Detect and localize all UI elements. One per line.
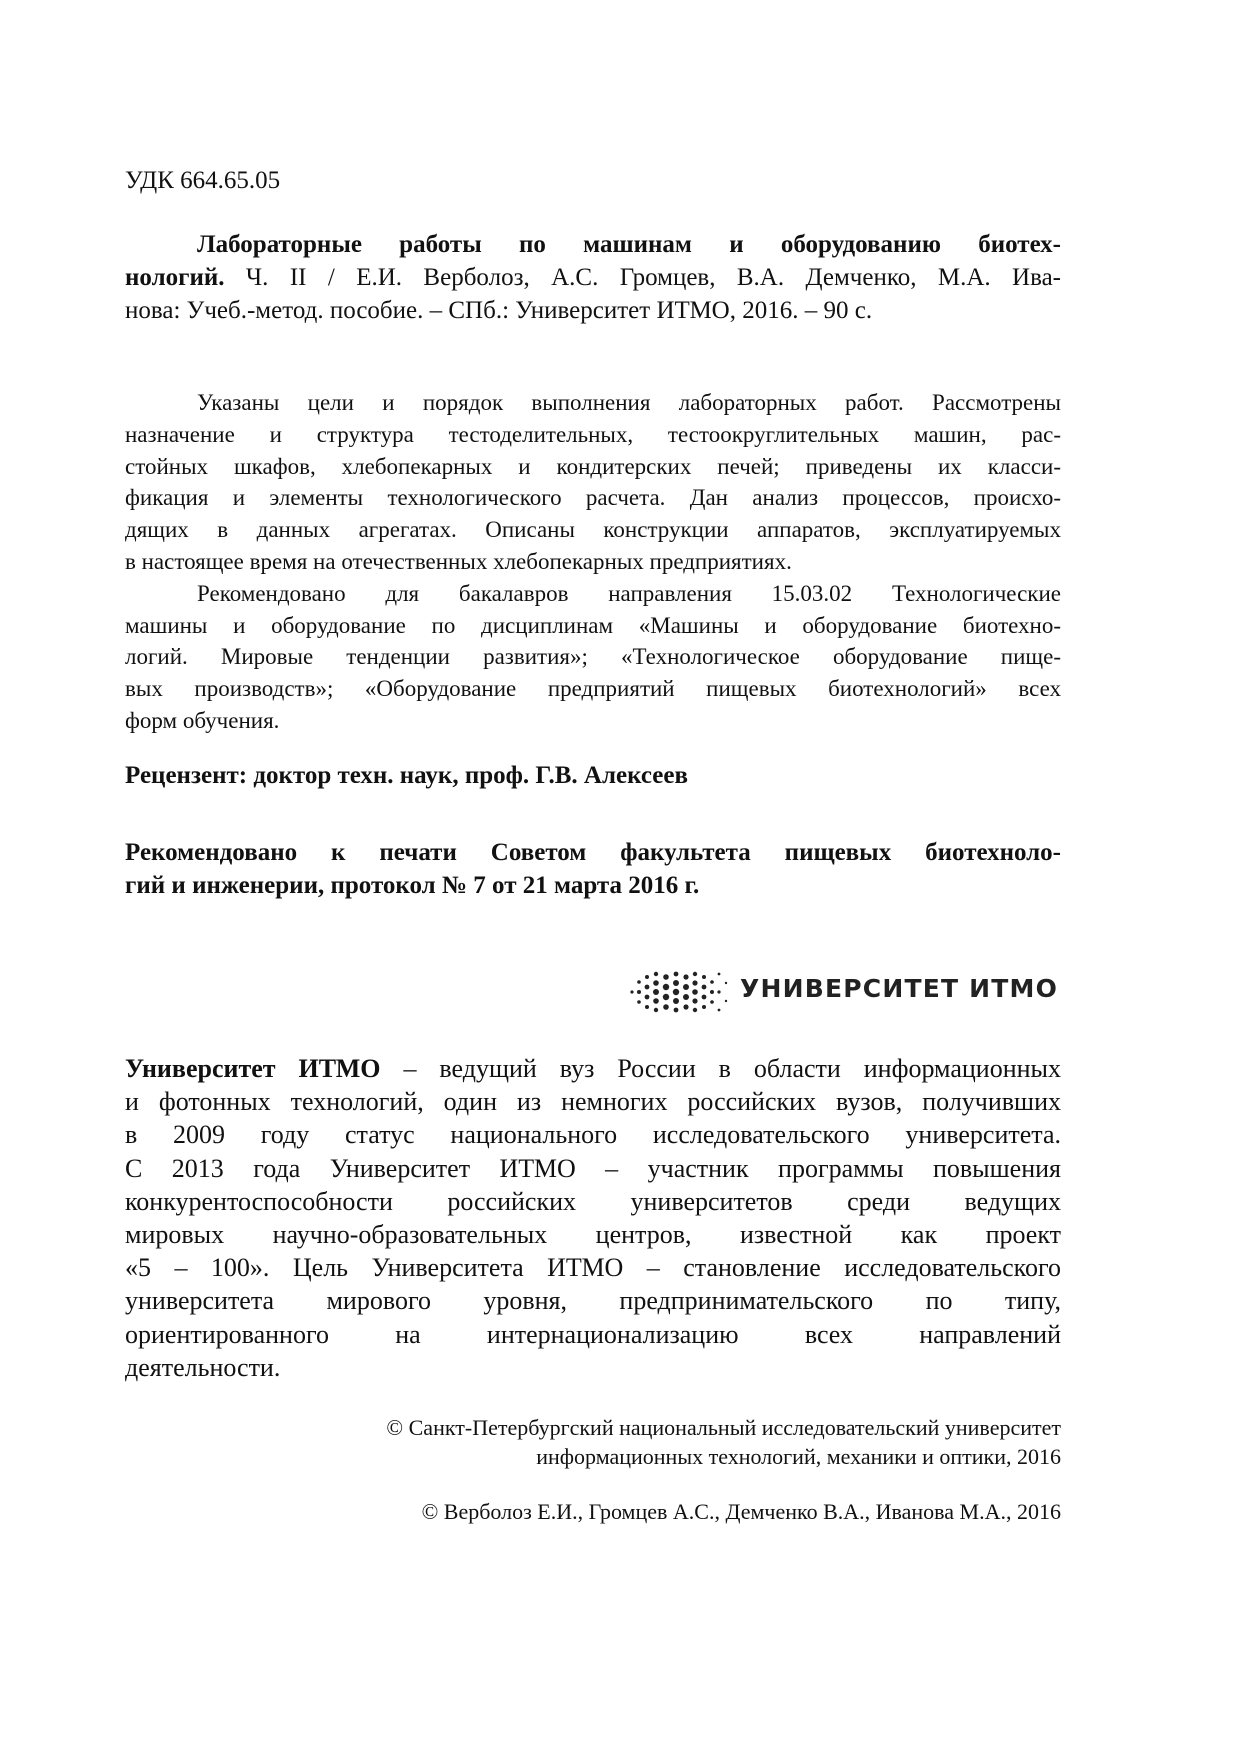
copyright-line: © Санкт-Петербургский национальный исследовательский университет bbox=[386, 1415, 1061, 1440]
abstract-line: фикация и элементы технологического расчета. Дан анализ процессов, происхо- bbox=[125, 485, 1061, 511]
about-line: мировых научно-образовательных центров, известной как проект bbox=[125, 1220, 1061, 1250]
abstract-line: стойных шкафов, хлебопекарных и кондитерских печей; приведены их класси- bbox=[125, 453, 1061, 479]
abstract-line: Указаны цели и порядок выполнения лабораторных работ. Рассмотрены bbox=[197, 390, 1061, 415]
itmo-dots-icon bbox=[628, 968, 732, 1016]
recommend-line: гий и инженерии, протокол № 7 от 21 марта 2016 г. bbox=[125, 872, 700, 899]
about-line: университета мирового уровня, предпринимательского по типу, bbox=[125, 1286, 1061, 1316]
about-line: конкурентоспособности российских университетов среди ведущих bbox=[125, 1186, 1061, 1216]
book-title-part2: нологий. bbox=[125, 264, 225, 291]
abstract-line: назначение и структура тестоделительных, тестоокруглительных машин, рас- bbox=[125, 421, 1061, 447]
about-line: и фотонных технологий, один из немногих российских вузов, получивших bbox=[125, 1087, 1061, 1117]
abstract-line: дящих в данных агрегатах. Описаны конструкции аппаратов, эксплуатируемых bbox=[125, 517, 1061, 543]
itmo-description bbox=[125, 1052, 1061, 1384]
book-title-part1: Лабораторные работы по машинам и оборудованию биотех- bbox=[197, 231, 1061, 258]
biblio-line-2 bbox=[125, 261, 1061, 294]
reviewer: Рецензент: доктор техн. наук, проф. Г.В. Алексеев bbox=[125, 762, 688, 789]
biblio-line-3: нова: Учеб.-метод. пособие. – СПб.: Университет ИТМО, 2016. – 90 с. bbox=[125, 297, 873, 324]
about-line: С 2013 года Университет ИТМО – участник программы повышения bbox=[125, 1153, 1061, 1183]
copyright-university bbox=[386, 1413, 1061, 1471]
abstract-line: в настоящее время на отечественных хлебопекарных предприятиях. bbox=[125, 548, 792, 574]
about-line: ориентированного на интернационализацию всех направлений bbox=[125, 1319, 1061, 1349]
biblio-line-1 bbox=[125, 228, 1061, 261]
copyright-authors bbox=[422, 1497, 1061, 1526]
about-line: в 2009 году статус национального исследовательского университета. bbox=[125, 1120, 1061, 1150]
about-line: Университет ИТМО – ведущий вуз России в области информационных bbox=[125, 1054, 1061, 1083]
copyright-line: © Верболоз Е.И., Громцев А.С., Демченко В.А., Иванова М.А., 2016 bbox=[421, 1499, 1061, 1524]
authors: Ч. II / Е.И. Верболоз, А.С. Громцев, В.А. Демченко, М.А. Ива- bbox=[224, 264, 1061, 291]
abstract-line: машины и оборудование по дисциплинам «Машины и оборудование биотехно- bbox=[125, 612, 1061, 638]
bibliographic-record bbox=[125, 228, 1061, 327]
copyright-line: информационных технологий, механики и оптики, 2016 bbox=[536, 1444, 1061, 1469]
abstract-line: форм обучения. bbox=[125, 707, 280, 733]
abstract bbox=[125, 387, 1061, 737]
about-line: деятельности. bbox=[125, 1352, 281, 1382]
udk-code: УДК 664.65.05 bbox=[125, 167, 281, 194]
recommend-line: Рекомендовано к печати Советом факультета пищевых биотехноло- bbox=[125, 839, 1061, 866]
abstract-line: логий. Мировые тенденции развития»; «Технологическое оборудование пище- bbox=[125, 644, 1061, 670]
abstract-line: Рекомендовано для бакалавров направления 15.03.02 Технологические bbox=[197, 580, 1061, 606]
logo-text: УНИВЕРСИТЕТ ИТМО bbox=[740, 974, 1059, 1003]
abstract-line: вых производств»; «Оборудование предприятий пищевых биотехнологий» всех bbox=[125, 676, 1061, 702]
about-line: «5 – 100». Цель Университета ИТМО – становление исследовательского bbox=[125, 1253, 1061, 1283]
print-recommendation bbox=[125, 836, 1061, 902]
university-name: Университет ИТМО bbox=[125, 1054, 381, 1083]
